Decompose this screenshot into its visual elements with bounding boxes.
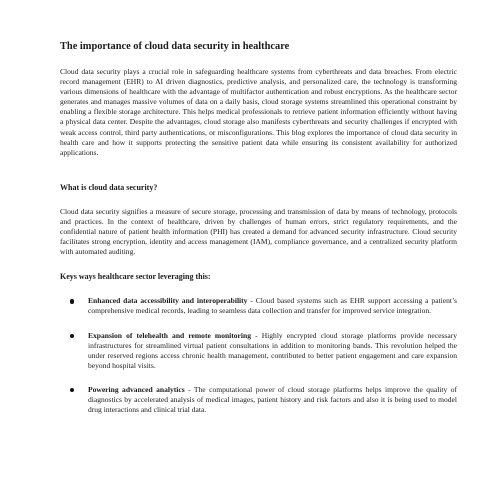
bullet-term: Powering advanced analytics [88, 384, 185, 394]
bullet-term: Enhanced data accessibility and interoperability [88, 296, 248, 306]
section-heading: What is cloud data security? [60, 182, 158, 192]
bullet-icon [70, 388, 74, 392]
bullet-list [60, 296, 457, 415]
bullet-text: - The computational power of cloud storage platforms helps improve the quality of diagnostics by accelerated analysis of medical images, patient history and risk factors and also it is being used to model drug interactions and clinical trial data. [88, 384, 457, 415]
intro-paragraph: Cloud data security plays a crucial role in safeguarding healthcare systems from cyberthreats and data breaches. From electric record management (EHR) to AI driven diagnostics, predictive analysis, and personalized care, the technology is transforming various dimensions of healthcare with the advantage of multifactor authentication and robust encryptions. As the healthcare sector generates and manages massive volumes of data on a daily basis, cloud storage systems streamlined this operational constraint by enabling a flexible storage architecture. This helps medical professionals to retrieve patient information efficiently without having a physical data center. Despite the advantages, cloud storage also manifests cyberthreats and security challenges if encrypted with weak access control, third party authentications, or misconfigurations. This blog explores the importance of cloud data security in health care and how it supports protecting the sensitive patient data while ensuring its consistent availability for authorized applications. [60, 67, 457, 157]
list-heading: Keys ways healthcare sector leveraging this: [60, 272, 211, 282]
list-item [60, 331, 457, 371]
document-title: The importance of cloud data security in healthcare [60, 41, 290, 52]
section-paragraph: Cloud data security signifies a measure of secure storage, processing and transmission of data by means of technology, protocols and practices. In the context of healthcare, driven by challenges of human errors, strict regulatory requirements, and the confidential nature of patient health information (PHI) has created a demand for advanced security infrastructure. Cloud security facilitates strong encryption, identity and access management (IAM), compliance governance, and a centralized security platform with automated auditing. [60, 206, 457, 257]
bullet-icon [70, 334, 74, 338]
list-item [60, 296, 457, 316]
list-item [60, 385, 457, 415]
bullet-icon [70, 299, 74, 303]
bullet-term: Expansion of telehealth and remote monitoring [88, 330, 251, 340]
bullet-text: - Cloud based systems such as EHR support accessing a patient’s comprehensive medical records, leading to seamless data collection and transfer for improved service integration. [88, 296, 457, 316]
bullet-text: - Highly encrypted cloud storage platforms provide necessary infrastructures for streamlined virtual patient consultations in addition to monitoring bands. This revolution helped the under reserved regions access chronic health management, contributed to better patient engagement and care expansion beyond hospital visits. [88, 330, 457, 370]
